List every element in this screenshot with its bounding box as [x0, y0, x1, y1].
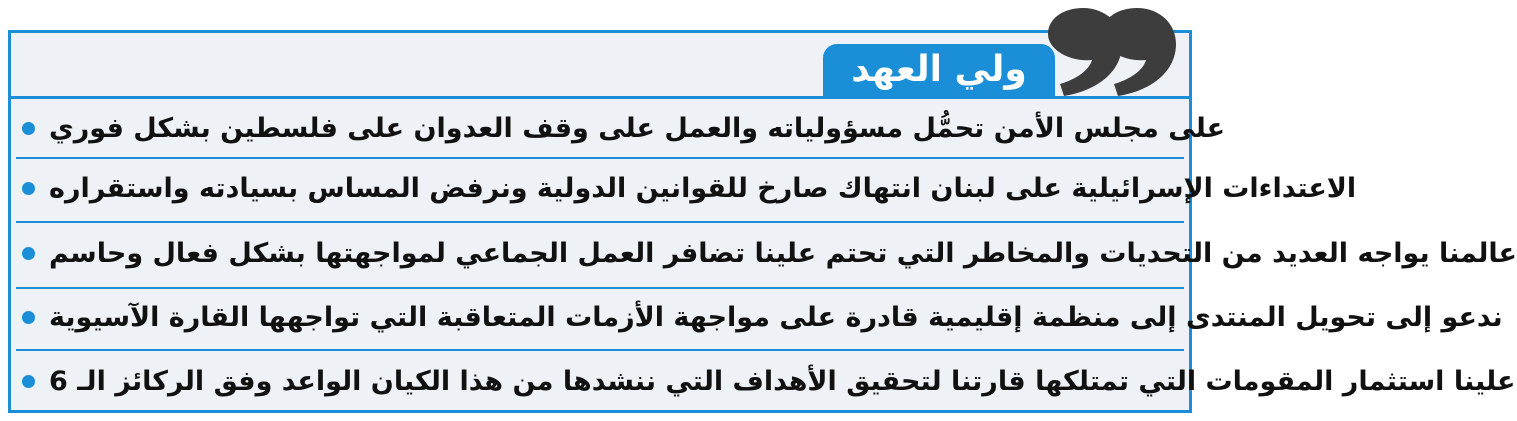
- statement-text: على مجلس الأمن تحمُّل مسؤولياته والعمل على وقف العدوان على فلسطين بشكل فوري: [49, 112, 1226, 144]
- statement-text: عالمنا يواجه العديد من التحديات والمخاطر التي تحتم علينا تضافر العمل الجماعي لمواجهتها بشكل فعال وحاسم: [49, 237, 1517, 269]
- closing-quote-icon: [1094, 4, 1180, 99]
- list-item: [12, 229, 1517, 277]
- divider: [16, 157, 1184, 159]
- bullet-icon: [22, 122, 35, 135]
- bullet-icon: [22, 247, 35, 260]
- divider: [16, 287, 1184, 289]
- list-item: [12, 164, 1357, 212]
- bullet-icon: [22, 182, 35, 195]
- statement-text: علينا استثمار المقومات التي تمتلكها قارتنا لتحقيق الأهداف التي ننشدها من هذا الكيان الواعد وفق الركائز الـ 6: [49, 365, 1516, 397]
- bullet-icon: [22, 375, 35, 388]
- list-item: [12, 104, 1226, 152]
- list-item: [12, 293, 1503, 341]
- statement-text: ندعو إلى تحويل المنتدى إلى منظمة إقليمية قادرة على مواجهة الأزمات المتعاقبة التي تواجهها القارة الآسيوية: [49, 301, 1503, 333]
- bullet-icon: [22, 311, 35, 324]
- list-item: [12, 357, 1516, 405]
- divider: [16, 349, 1184, 351]
- panel-title: ولي العهد: [823, 44, 1055, 96]
- title-underline: [8, 96, 1192, 99]
- divider: [16, 221, 1184, 223]
- statement-text: الاعتداءات الإسرائيلية على لبنان انتهاك صارخ للقوانين الدولية ونرفض المساس بسيادته واستقراره: [49, 172, 1357, 204]
